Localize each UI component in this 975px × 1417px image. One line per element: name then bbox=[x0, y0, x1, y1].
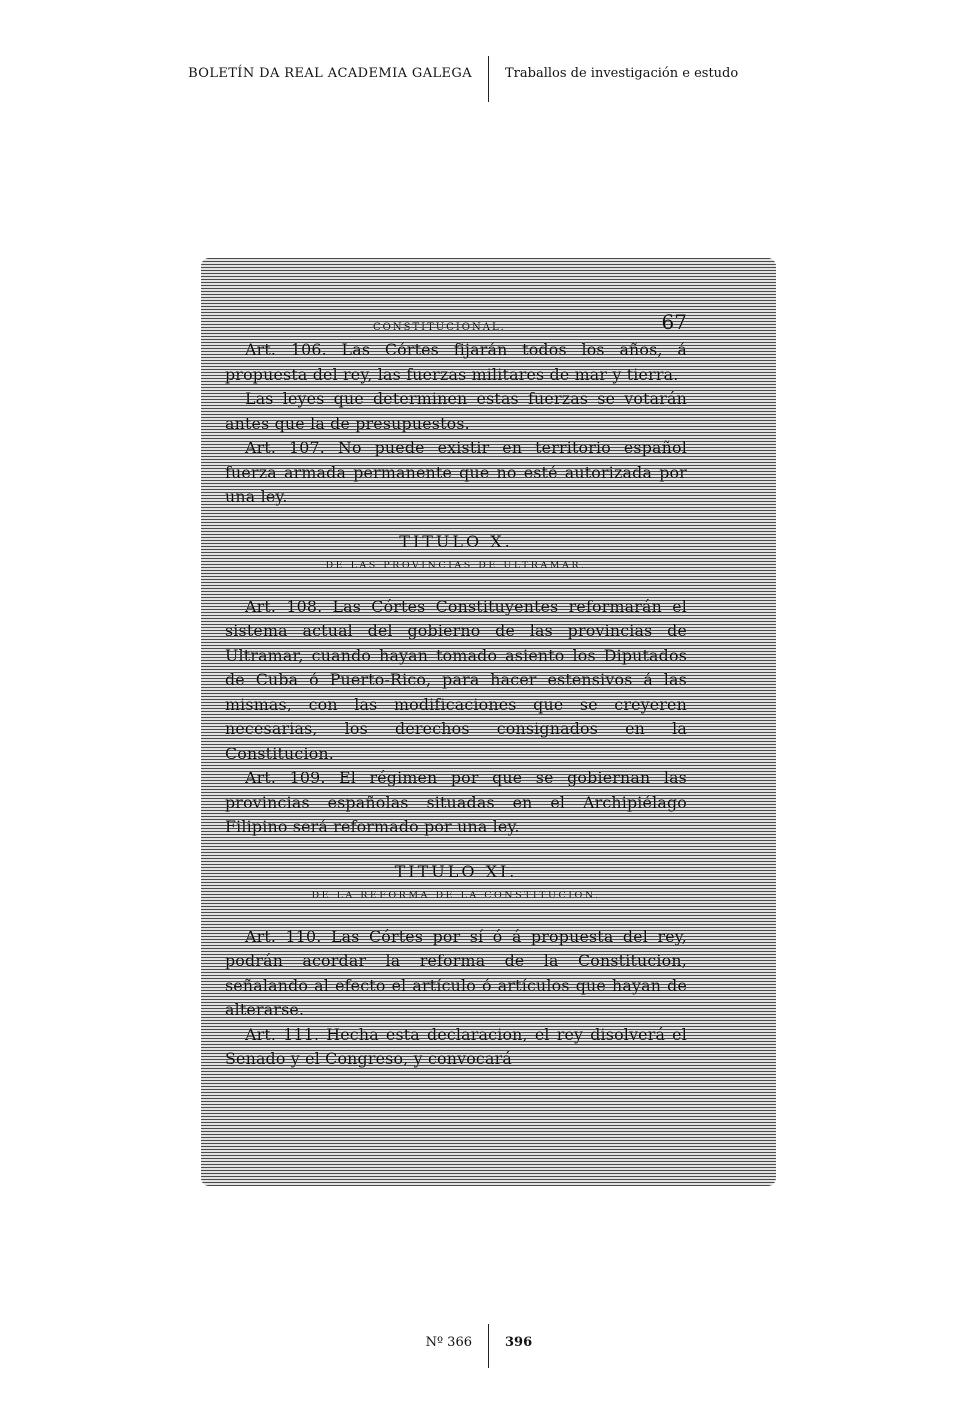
titulo-x-heading: TITULO X. bbox=[399, 531, 513, 551]
scanned-page-text bbox=[225, 308, 687, 1072]
header-divider bbox=[488, 56, 489, 102]
section-title: Traballos de investigación e estudo bbox=[505, 66, 739, 81]
scan-page-number: 67 bbox=[661, 310, 687, 334]
article-111-paragraph: Art. 111. Hecha esta declaracion, el rey disolverá el Senado y el Congreso, y convocará bbox=[225, 1024, 687, 1068]
titulo-xi-heading: TITULO XI. bbox=[394, 861, 518, 881]
scan-page-head bbox=[225, 308, 687, 338]
article-109-paragraph: Art. 109. El régimen por que se gobiernan las provincias españolas situadas en el Archipiélago Filipino será reformado por una ley. bbox=[225, 768, 687, 836]
page-number: 396 bbox=[505, 1335, 533, 1350]
issue-number: Nº 366 bbox=[425, 1335, 472, 1350]
scan-running-title: CONSTITUCIONAL. bbox=[373, 322, 506, 333]
article-106-paragraph: Art. 106. Las Córtes fijarán todos los años, á propuesta del rey, las fuerzas militares de mar y tierra. bbox=[225, 340, 687, 384]
article-108-paragraph: Art. 108. Las Córtes Constituyentes reformarán el sistema actual del gobierno de las provincias de Ultramar, cuando hayan tomado asiento los Diputados de Cuba ó Puerto-Rico, para hacer estensivos á las mismas, con las modificaciones que se creyeren necesarias, los derechos consignados en la Constitucion. bbox=[225, 596, 687, 763]
running-header bbox=[0, 56, 975, 102]
titulo-x-subheading: DE LAS PROVINCIAS DE ULTRAMAR. bbox=[325, 559, 587, 571]
article-107-paragraph: Art. 107. No puede existir en territorio español fuerza armada permanente que no esté autorizada por una ley. bbox=[225, 438, 687, 506]
page-footer bbox=[0, 1324, 975, 1368]
journal-title: BOLETÍN DA REAL ACADEMIA GALEGA bbox=[188, 66, 472, 81]
footer-divider bbox=[488, 1324, 489, 1368]
titulo-xi-subheading: DE LA REFORMA DE LA CONSTITUCION. bbox=[311, 889, 601, 901]
article-110-paragraph: Art. 110. Las Córtes por sí ó á propuesta del rey, podrán acordar la reforma de la Constitucion, señalando al efecto el artículo ó artículos que hayan de alterarse. bbox=[225, 926, 687, 1019]
article-106-second-paragraph: Las leyes que determinen estas fuerzas se votarán antes que la de presupuestos. bbox=[225, 389, 687, 433]
scanned-page-image bbox=[201, 258, 776, 1186]
